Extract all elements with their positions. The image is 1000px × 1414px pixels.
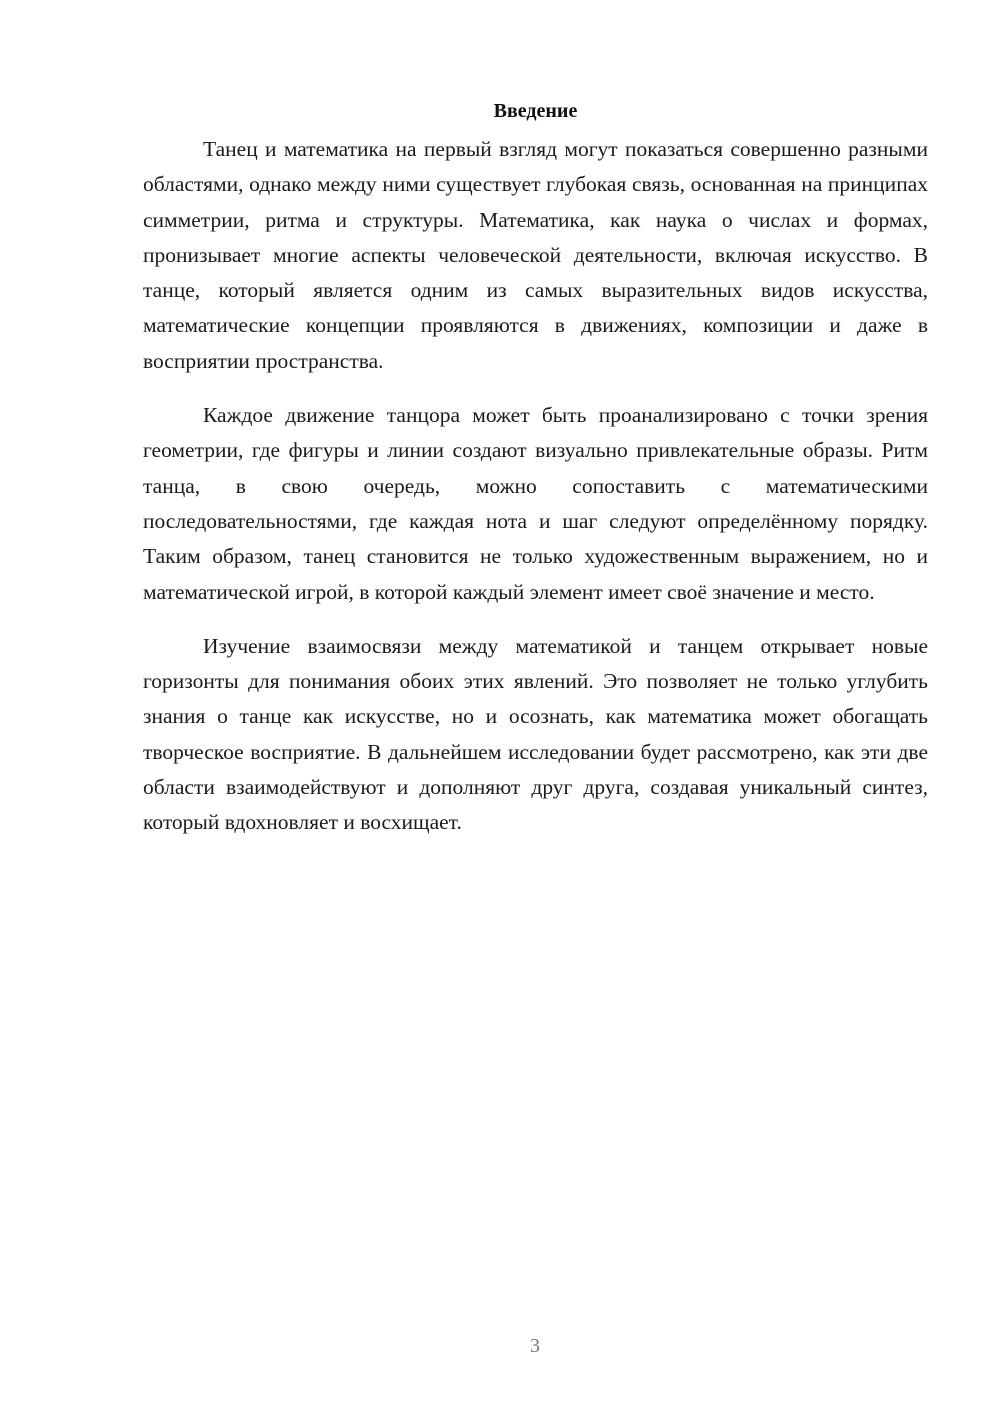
paragraph-2: Каждое движение танцора может быть проанализировано с точки зрения геометрии, где фигуры и линии создают визуально привлекательные образы. Ритм танца, в свою очередь, можно сопоставить с математическими последовательностями, где каждая нота и шаг следуют определённому порядку. Таким образом, танец становится не только художественным выражением, но и математической игрой, в которой каждый элемент имеет своё значение и место. bbox=[143, 403, 928, 604]
paragraph-1: Танец и математика на первый взгляд могут показаться совершенно разными областями, однако между ними существует глубокая связь, основанная на принципах симметрии, ритма и структуры. Математика, как наука о числах и формах, пронизывает многие аспекты человеческой деятельности, включая искусство. В танце, который является одним из самых выразительных видов искусства, математические концепции проявляются в движениях, композиции и даже в восприятии пространства. bbox=[143, 137, 928, 373]
page-number: 3 bbox=[530, 1335, 540, 1357]
page-content bbox=[143, 96, 928, 860]
paragraph-3: Изучение взаимосвязи между математикой и танцем открывает новые горизонты для понимания обоих этих явлений. Это позволяет не только углубить знания о танце как искусстве, но и осознать, как математика может обогащать творческое восприятие. В дальнейшем исследовании будет рассмотрено, как эти две области взаимодействуют и дополняют друг друга, создавая уникальный синтез, который вдохновляет и восхищает. bbox=[143, 633, 928, 835]
section-title: Введение bbox=[493, 100, 578, 122]
